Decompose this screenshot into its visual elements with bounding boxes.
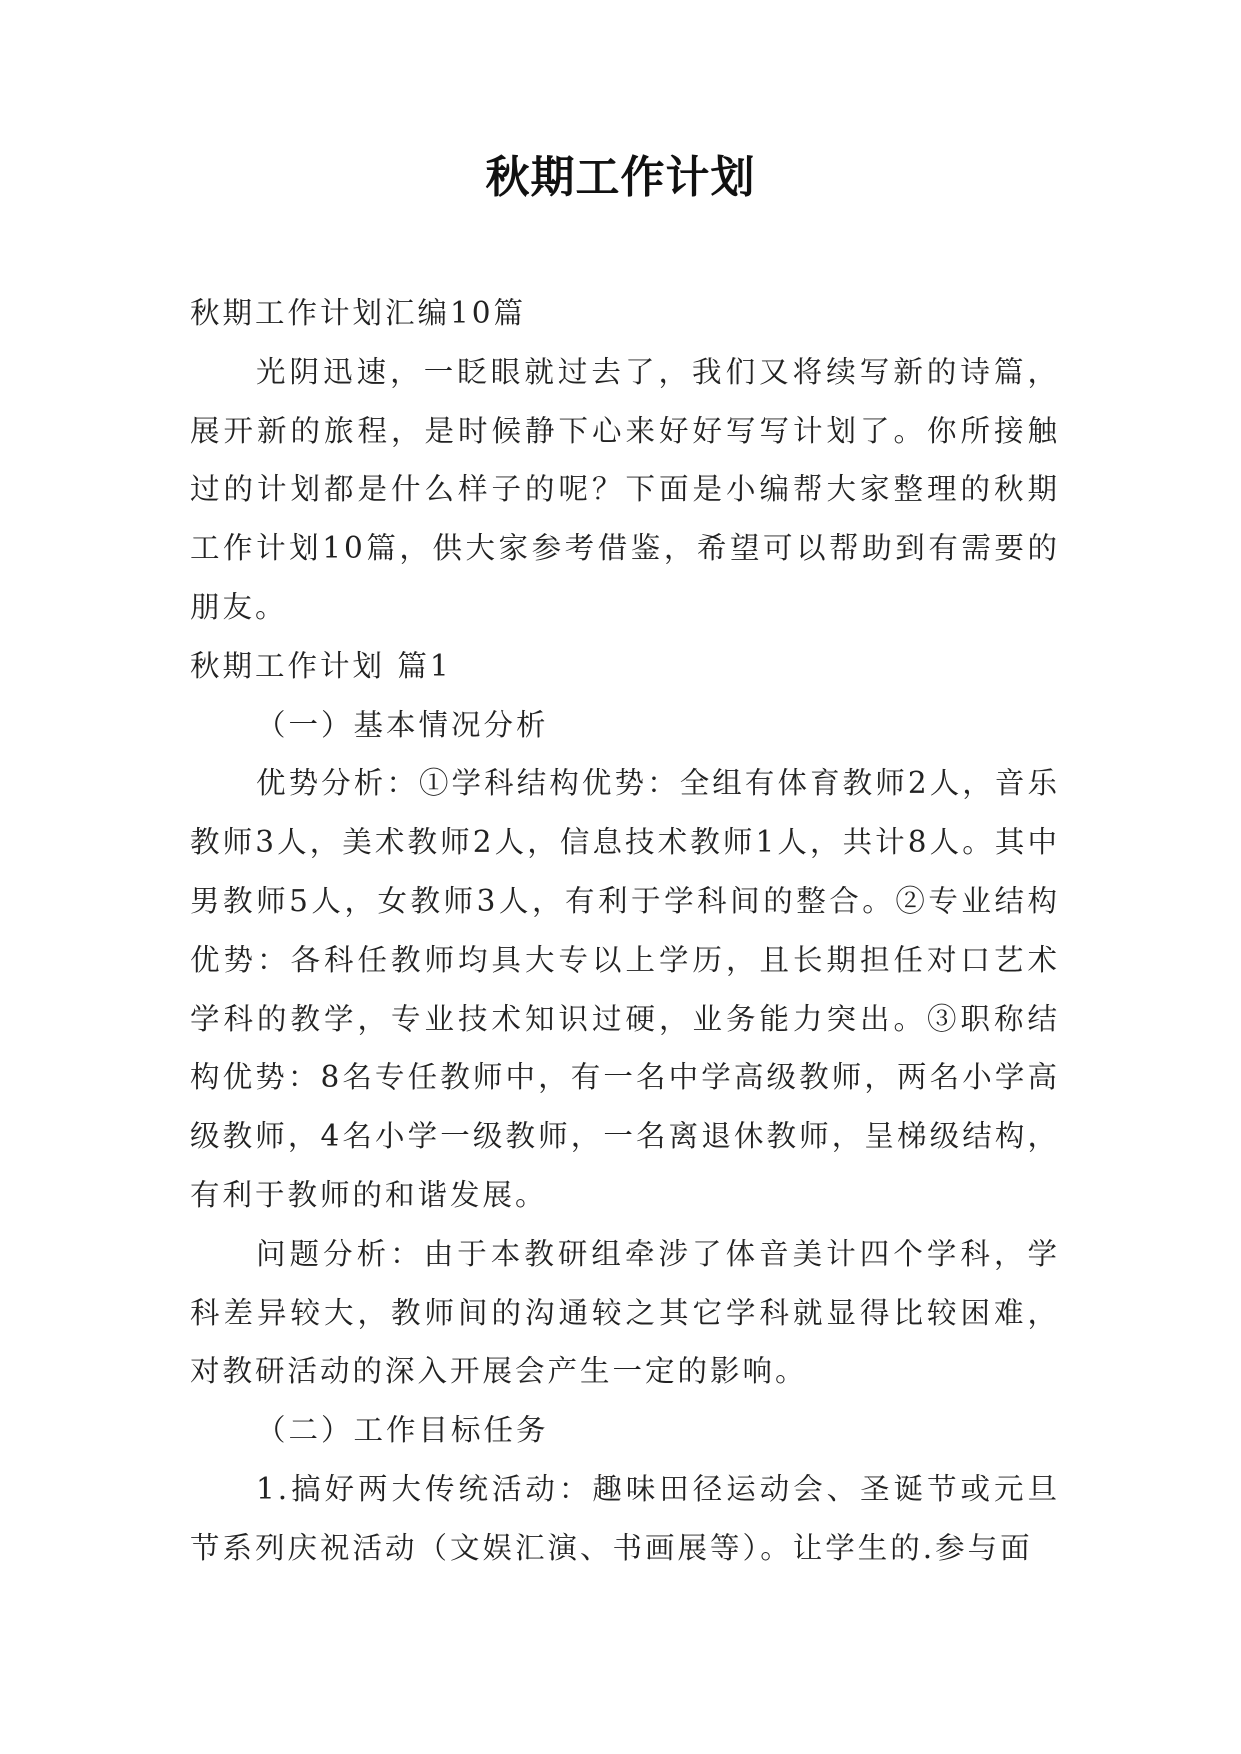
subheading-basic-analysis: （一）基本情况分析	[256, 707, 549, 742]
subheading-work-goals: （二）工作目标任务	[256, 1413, 549, 1448]
document-body	[190, 284, 1060, 1578]
section-heading-part-1: 秋期工作计划 篇1	[190, 648, 452, 683]
intro-paragraph: 光阴迅速，一眨眼就过去了，我们又将续写新的诗篇，展开新的旅程，是时候静下心来好好写写计划了。你所接触过的计划都是什么样子的呢？下面是小编帮大家整理的秋期工作计划10篇，供大家参考借鉴，希望可以帮助到有需要的朋友。	[190, 354, 1060, 624]
page-title: 秋期工作计划	[485, 152, 756, 203]
collection-heading: 秋期工作计划汇编10篇	[190, 296, 527, 330]
problems-paragraph: 问题分析：由于本教研组牵涉了体音美计四个学科，学科差异较大，教师间的沟通较之其它学科就显得比较困难，对教研活动的深入开展会产生一定的影响。	[190, 1236, 1060, 1389]
strengths-paragraph: 优势分析：①学科结构优势：全组有体育教师2人，音乐教师3人，美术教师2人，信息技术教师1人，共计8人。其中男教师5人，女教师3人，有利于学科间的整合。②专业结构优势：各科任教师均具大专以上学历，且长期担任对口艺术学科的教学，专业技术知识过硬，业务能力突出。③职称结构优势：8名专任教师中，有一名中学高级教师，两名小学高级教师，4名小学一级教师，一名离退休教师，呈梯级结构，有利于教师的和谐发展。	[190, 766, 1060, 1212]
goal-item-1: 1.搞好两大传统活动：趣味田径运动会、圣诞节或元旦节系列庆祝活动（文娱汇演、书画展等）。让学生的.参与面	[190, 1471, 1060, 1565]
